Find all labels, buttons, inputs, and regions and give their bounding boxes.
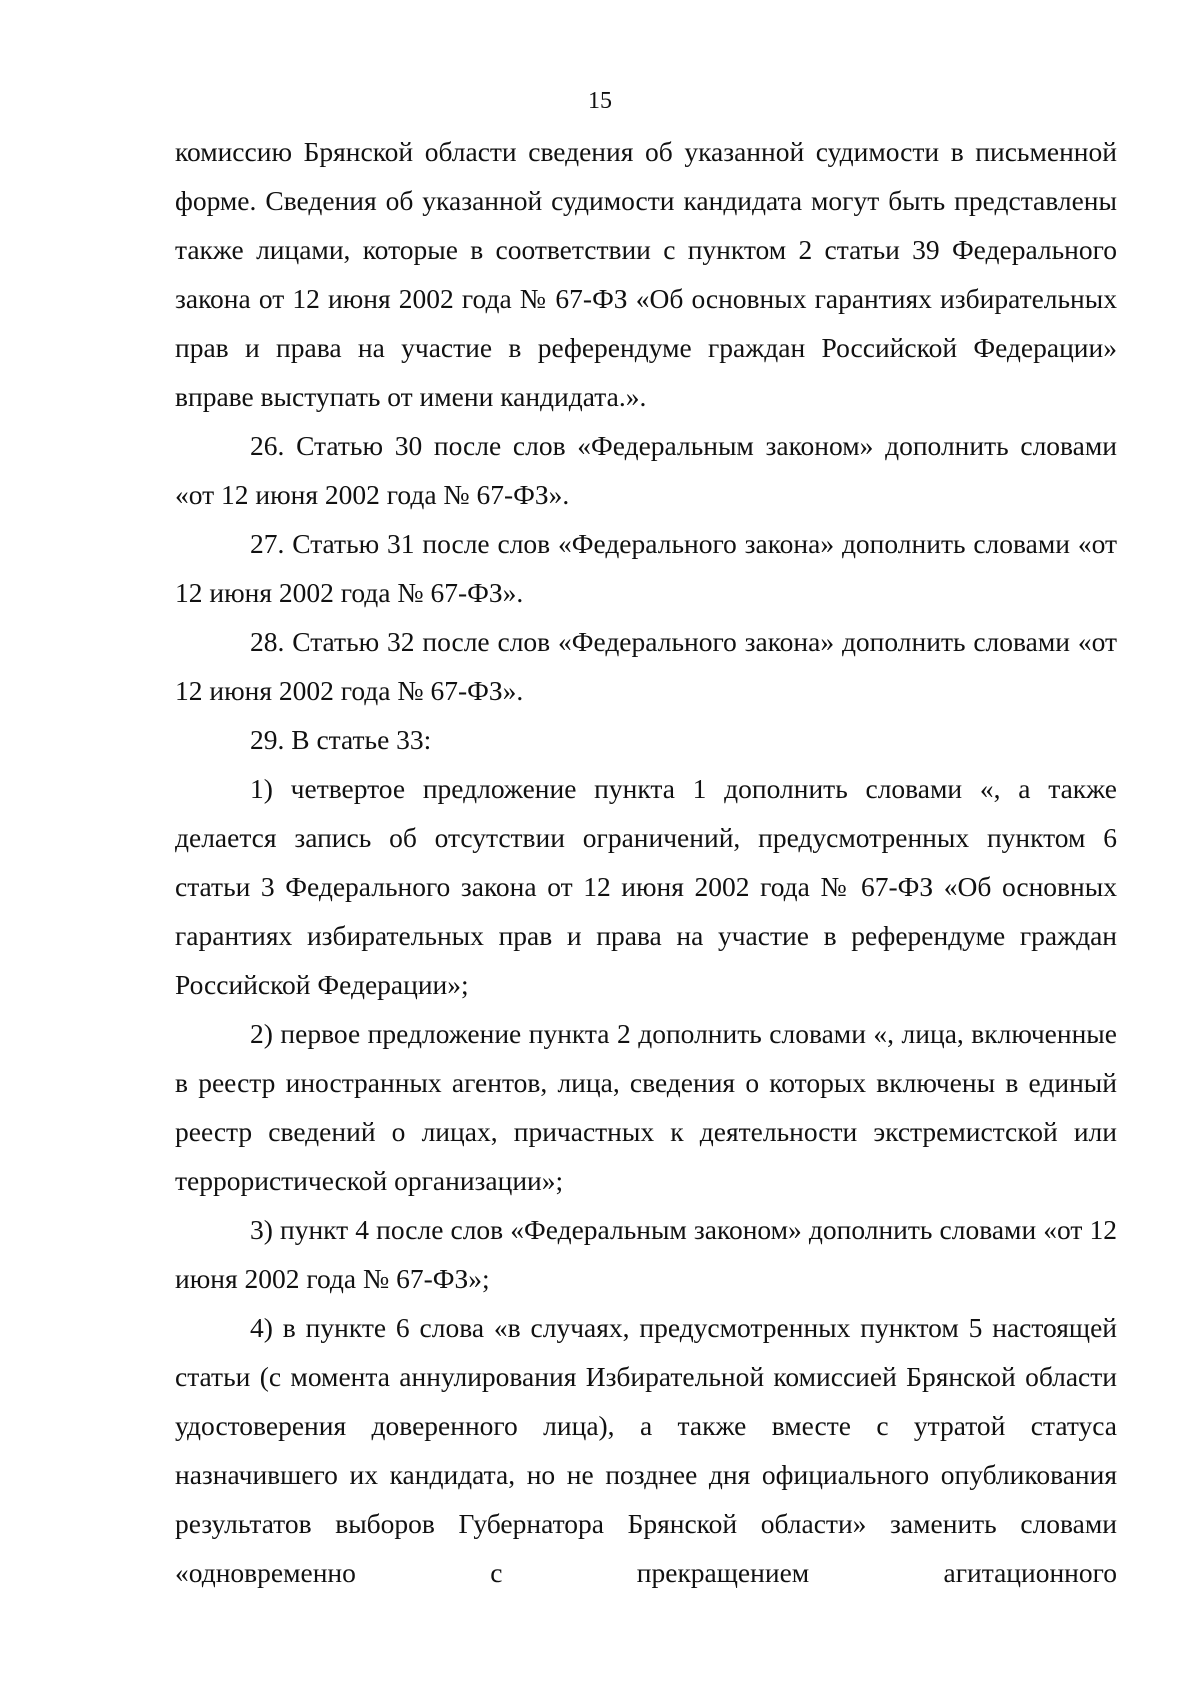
page-number: 15 xyxy=(588,88,612,114)
paragraph-continuation: комиссию Брянской области сведения об указанной судимости в письменной форме. Сведения об указанной судимости кандидата могут быть представлены также лицами, которые в соответствии с пунктом 2 статьи 39 Федерального закона от 12 июня 2002 года № 67-ФЗ «Об основных гарантиях избирательных прав и права на участие в референдуме граждан Российской Федерации» вправе выступать от имени кандидата.». xyxy=(175,136,1117,412)
paragraph-item-29: 29. В статье 33: xyxy=(250,724,432,755)
paragraph-subitem-2: 2) первое предложение пункта 2 дополнить словами «, лица, включенные в реестр иностранных агентов, лица, сведения о которых включены в единый реестр сведений о лицах, причастных к деятельности экстремистской или террористической организации»; xyxy=(175,1018,1117,1196)
paragraph-subitem-3: 3) пункт 4 после слов «Федеральным законом» дополнить словами «от 12 июня 2002 года № 67-ФЗ»; xyxy=(175,1214,1117,1294)
paragraph-item-27: 27. Статью 31 после слов «Федерального закона» дополнить словами «от 12 июня 2002 года № 67-ФЗ». xyxy=(175,528,1117,608)
paragraph-subitem-1: 1) четвертое предложение пункта 1 дополнить словами «, а также делается запись об отсутствии ограничений, предусмотренных пунктом 6 статьи 3 Федерального закона от 12 июня 2002 года № 67-ФЗ «Об основных гарантиях избирательных прав и права на участие в референдуме граждан Российской Федерации»; xyxy=(175,773,1117,1000)
paragraph-subitem-4: 4) в пункте 6 слова «в случаях, предусмотренных пунктом 5 настоящей статьи (с момента аннулирования Избирательной комиссией Брянской области удостоверения доверенного лица), а также вместе с утратой статуса назначившего их кандидата, но не позднее дня официального опубликования результатов выборов Губернатора Брянской области» заменить словами «одновременно с прекращением агитационного xyxy=(175,1312,1117,1588)
document-body xyxy=(175,127,1117,1597)
paragraph-item-28: 28. Статью 32 после слов «Федерального закона» дополнить словами «от 12 июня 2002 года № 67-ФЗ». xyxy=(175,626,1117,706)
paragraph-item-26: 26. Статью 30 после слов «Федеральным законом» дополнить словами «от 12 июня 2002 года № 67-ФЗ». xyxy=(175,430,1117,510)
